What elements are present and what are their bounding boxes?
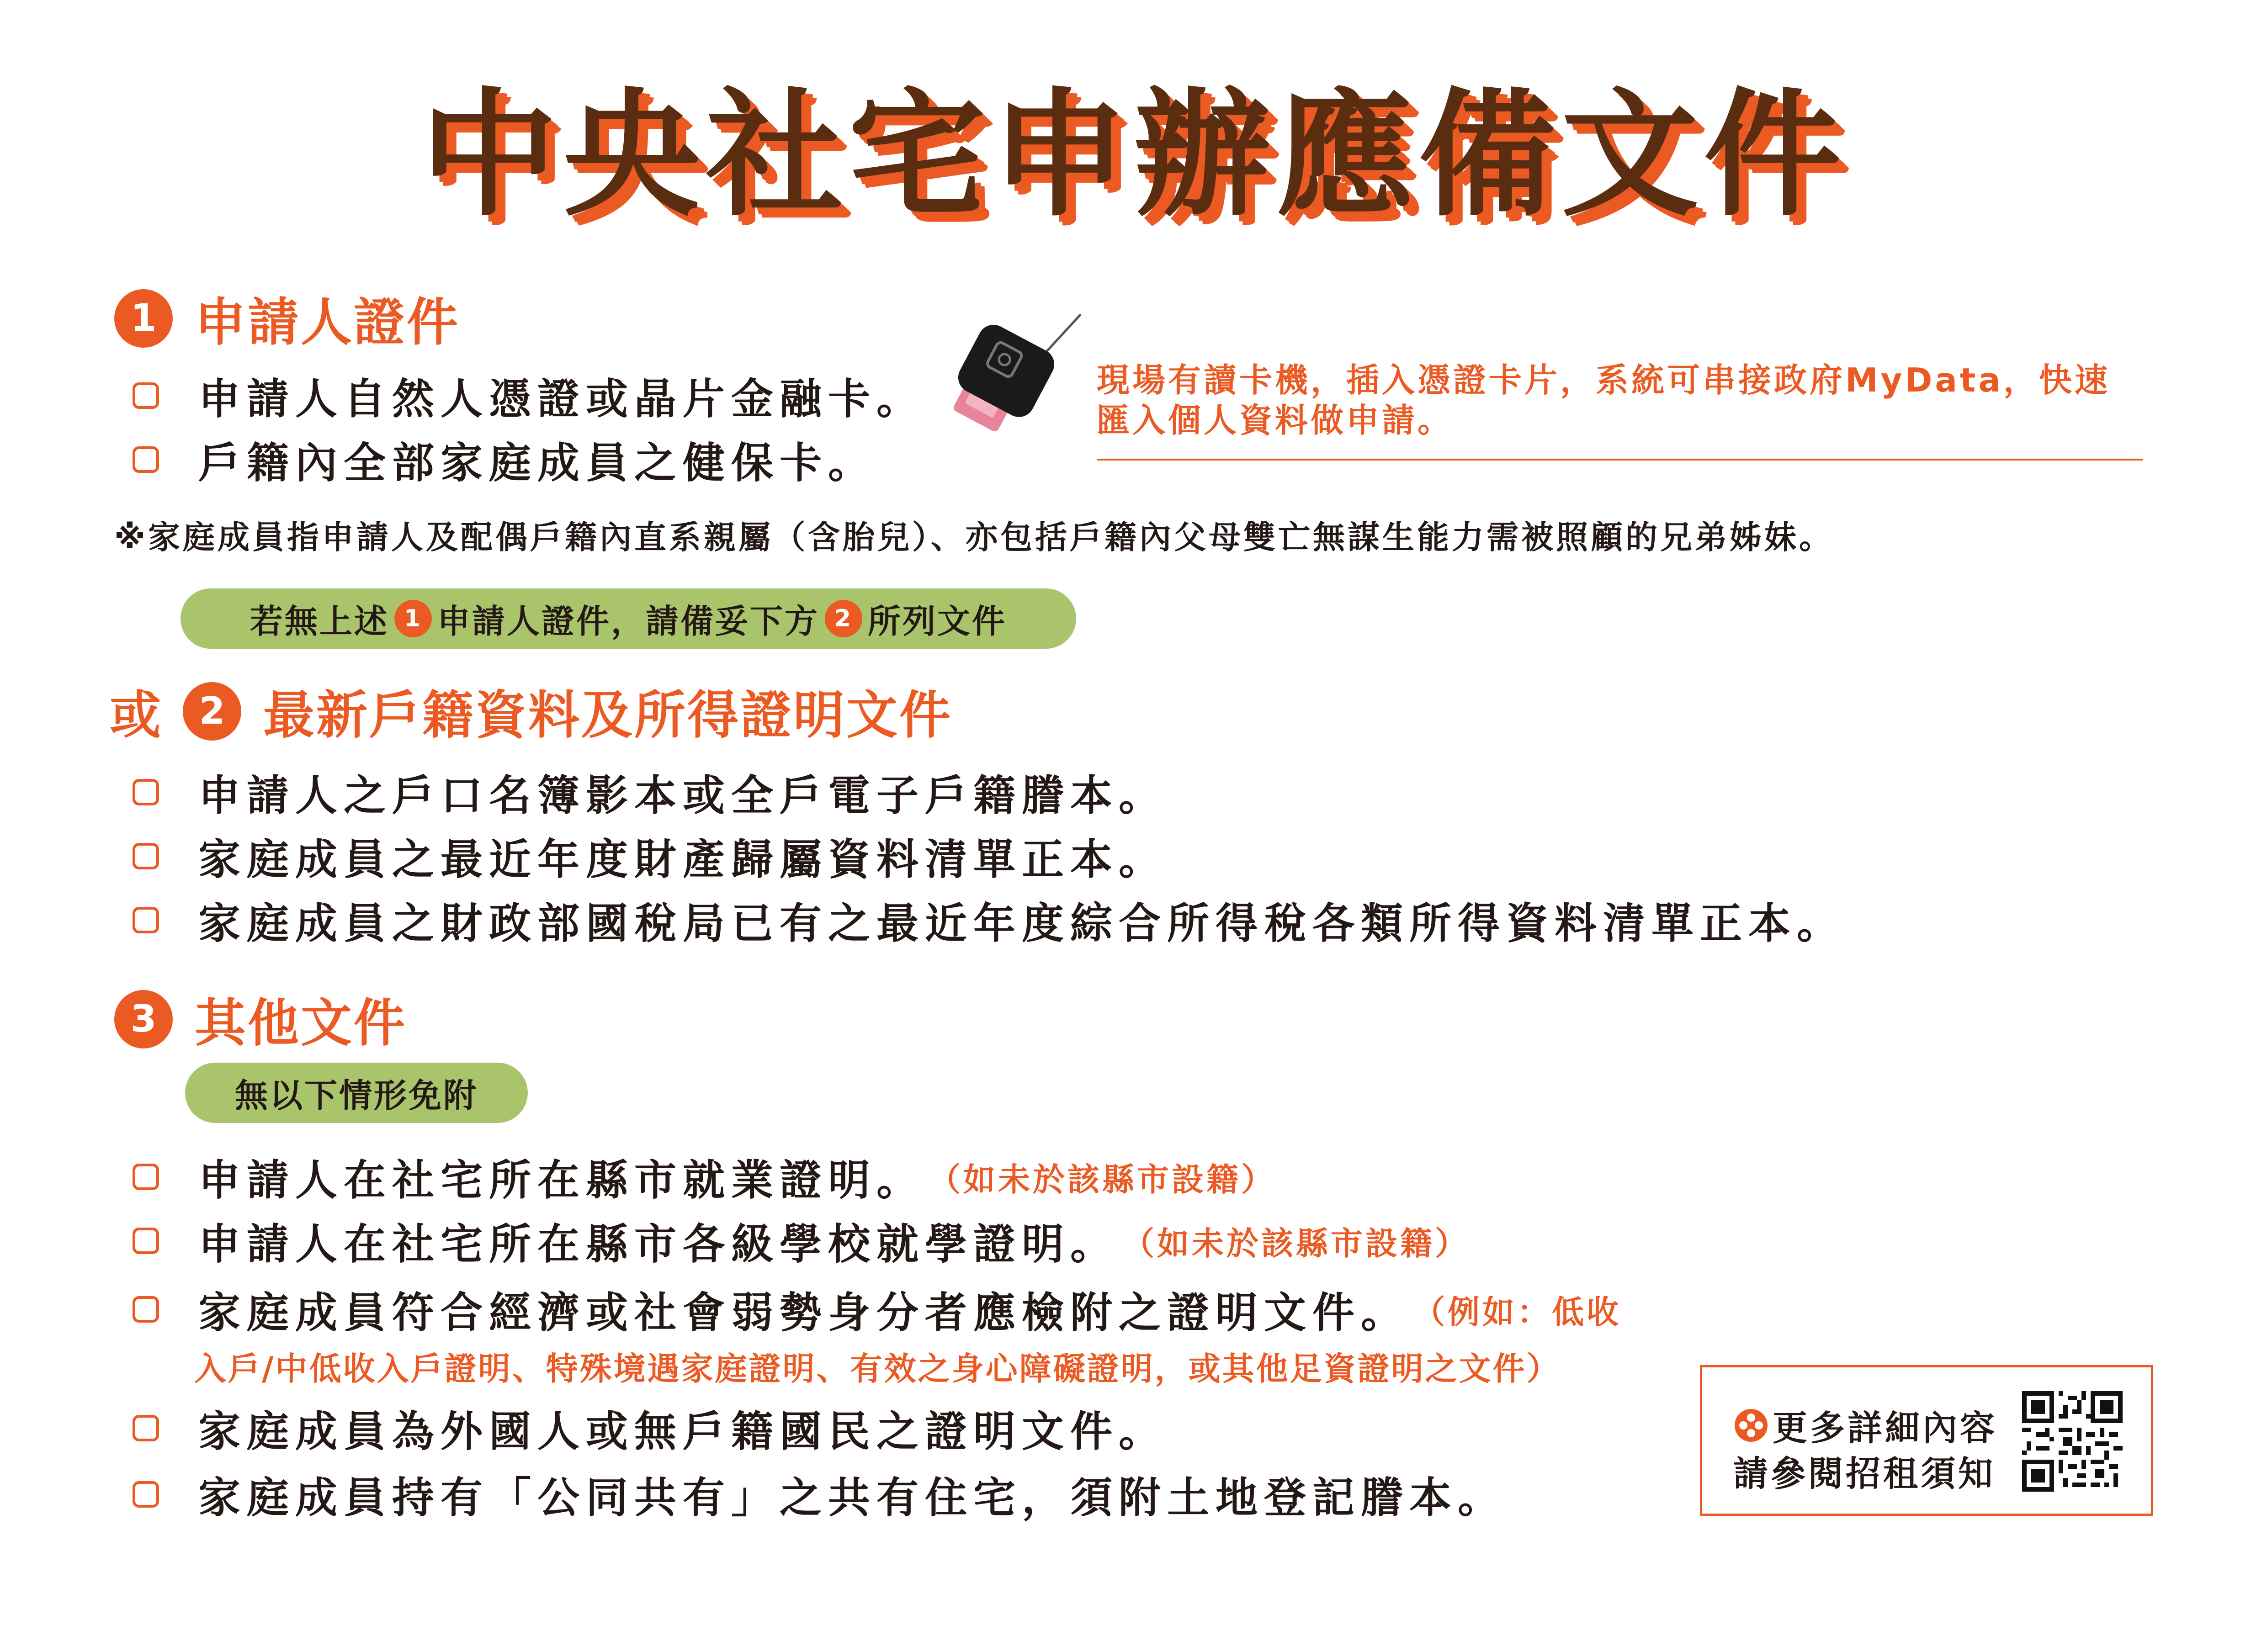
or-label: 或 — [110, 686, 161, 745]
list-item: 家庭成員之財政部國稅局已有之最近年度綜合所得稅各類所得資料清單正本。 — [133, 890, 1845, 950]
pill-number-2: 2 — [825, 600, 862, 637]
qr-code-icon[interactable] — [2022, 1391, 2123, 1492]
divider — [1097, 459, 2143, 461]
section2-heading — [110, 674, 952, 748]
card-reader-callout: 現場有讀卡機，插入憑證卡片，系統可串接政府MyData，快速 匯入個人資料做申請。 — [1097, 361, 2110, 439]
section1-number: 1 — [114, 289, 173, 348]
checkbox-icon[interactable] — [133, 1164, 159, 1190]
list-item-note-continued: 入戶/中低收入戶證明、特殊境遇家庭證明、有效之身心障礙證明，或其他足資證明之文件） — [194, 1350, 1561, 1387]
more-info-line1: 更多詳細內容 — [1773, 1408, 1997, 1448]
section1-title: 申請人證件 — [195, 293, 460, 352]
list-item: 申請人在社宅所在縣市各級學校就學證明。 （如未於該縣市設籍） — [133, 1211, 1470, 1271]
list-item: 申請人在社宅所在縣市就業證明。 （如未於該縣市設籍） — [133, 1147, 1276, 1207]
section3-heading — [114, 982, 407, 1056]
more-info-box — [1700, 1365, 2153, 1516]
section2-number: 2 — [183, 682, 241, 741]
section3-title: 其他文件 — [195, 994, 407, 1053]
pill-number-1: 1 — [394, 600, 432, 637]
alternative-instruction-pill: 若無上述 1 申請人證件，請備妥下方 2 所列文件 — [181, 588, 1076, 649]
checkbox-icon[interactable] — [133, 1415, 159, 1441]
checkbox-icon[interactable] — [133, 446, 159, 473]
checkbox-icon[interactable] — [133, 779, 159, 805]
card-reader-icon — [950, 311, 1088, 461]
checkbox-icon[interactable] — [133, 382, 159, 409]
checkbox-icon[interactable] — [133, 907, 159, 933]
checkbox-icon[interactable] — [133, 1228, 159, 1254]
page-title: 中央社宅申辦應備文件 — [420, 75, 1847, 235]
checkbox-icon[interactable] — [133, 1296, 159, 1323]
section3-number: 3 — [114, 990, 173, 1048]
checkbox-icon[interactable] — [133, 843, 159, 869]
list-item: 家庭成員為外國人或無戶籍國民之證明文件。 — [133, 1398, 1167, 1458]
section2-title: 最新戶籍資料及所得證明文件 — [263, 686, 952, 745]
list-item: 戶籍內全部家庭成員之健保卡。 — [133, 429, 876, 490]
checkbox-icon[interactable] — [133, 1481, 159, 1508]
section1-heading — [114, 281, 460, 355]
logo-icon — [1733, 1408, 1769, 1443]
list-item: 申請人自然人憑證或晶片金融卡。 — [133, 365, 925, 426]
list-item: 家庭成員持有「公同共有」之共有住宅，須附土地登記謄本。 — [133, 1464, 1506, 1525]
more-info-line2: 請參閱招租須知 — [1733, 1453, 1996, 1494]
list-item: 家庭成員符合經濟或社會弱勢身分者應檢附之證明文件。 （例如：低收 — [133, 1279, 1621, 1340]
exemption-pill: 無以下情形免附 — [185, 1063, 528, 1123]
family-footnote: ※家庭成員指申請人及配偶戶籍內直系親屬（含胎兒）、亦包括戶籍內父母雙亡無謀生能力需被照顧的兄弟姊妹。 — [114, 519, 1834, 556]
list-item: 家庭成員之最近年度財產歸屬資料清單正本。 — [133, 826, 1167, 886]
list-item: 申請人之戶口名簿影本或全戶電子戶籍謄本。 — [133, 762, 1167, 822]
